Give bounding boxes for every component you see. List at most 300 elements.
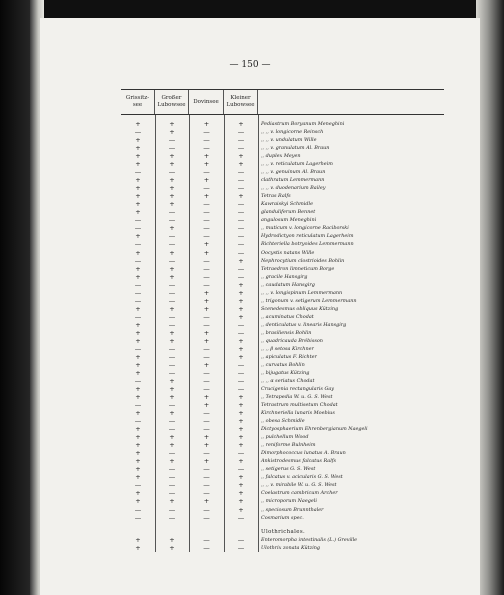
species-name: ,, denticulatus v. linearis Hansgirg <box>261 321 347 328</box>
table-row <box>121 232 444 240</box>
presence-mark-grosser-lubowsee: — <box>168 288 176 297</box>
table-row <box>121 136 444 144</box>
presence-mark-grosser-lubowsee: — <box>168 136 176 145</box>
table-row <box>121 240 444 248</box>
table-row <box>121 377 444 385</box>
presence-mark-kleiner-lubowsee: + <box>238 280 244 289</box>
presence-mark-dovinsee: — <box>203 128 210 137</box>
presence-mark-dovinsee: — <box>203 312 210 321</box>
presence-mark-grosser-lubowsee: + <box>169 264 175 273</box>
table-row <box>121 168 444 176</box>
column-header-species <box>258 90 444 114</box>
presence-mark-grosser-lubowsee: — <box>168 368 176 377</box>
presence-mark-grissitzsee: + <box>135 409 141 418</box>
presence-mark-grosser-lubowsee: — <box>168 312 176 321</box>
presence-mark-dovinsee: + <box>203 248 210 257</box>
presence-mark-grissitzsee: + <box>135 120 141 129</box>
presence-mark-grosser-lubowsee: — <box>168 344 176 353</box>
presence-mark-grissitzsee: — <box>134 240 142 249</box>
species-name: ,, ,, v. mirabile W. u. G. S. West <box>261 482 337 489</box>
presence-mark-grosser-lubowsee: — <box>168 216 176 225</box>
table-row <box>121 273 444 281</box>
species-name: Crucigenia rectangularis Gay <box>261 386 335 393</box>
table-row <box>121 337 444 345</box>
presence-mark-grissitzsee: + <box>135 160 141 169</box>
species-name: clathratum Lemmermann <box>261 177 325 184</box>
presence-mark-grosser-lubowsee: + <box>169 328 175 337</box>
presence-mark-kleiner-lubowsee: + <box>238 401 244 410</box>
presence-mark-grissitzsee: + <box>135 535 141 544</box>
presence-mark-dovinsee: — <box>203 208 210 217</box>
presence-mark-grosser-lubowsee: — <box>168 401 176 410</box>
presence-mark-grosser-lubowsee: — <box>168 208 176 217</box>
presence-mark-grissitzsee: — <box>134 280 142 289</box>
presence-mark-dovinsee: — <box>203 543 210 552</box>
presence-mark-grosser-lubowsee: — <box>168 417 176 426</box>
presence-mark-grissitzsee: — <box>134 128 142 137</box>
table-row <box>121 224 444 232</box>
species-name: Kawraiskyi Schmidle <box>261 201 313 208</box>
presence-mark-grosser-lubowsee: — <box>168 449 176 458</box>
presence-mark-dovinsee: — <box>203 256 210 265</box>
presence-mark-grissitzsee: + <box>135 543 141 552</box>
presence-mark-grissitzsee: + <box>135 433 141 442</box>
table-row <box>121 514 444 522</box>
presence-mark-grissitzsee: + <box>135 489 141 498</box>
presence-mark-grosser-lubowsee: + <box>169 377 175 386</box>
presence-mark-grissitzsee: + <box>135 393 141 402</box>
page-number: — 150 — <box>229 60 271 70</box>
presence-mark-grissitzsee: + <box>135 473 141 482</box>
table-row <box>121 257 444 265</box>
presence-mark-grosser-lubowsee: — <box>168 232 176 241</box>
species-name: ,, ,, v. duodenarium Bailey <box>261 185 326 192</box>
presence-mark-grissitzsee: + <box>135 200 141 209</box>
species-name: Pediastrum Boryanum Meneghini <box>261 121 345 128</box>
species-name: Ankistrodesmus falcatus Ralfs <box>261 458 337 465</box>
table-row <box>121 417 444 425</box>
column-rule <box>189 115 190 552</box>
species-name: ,, Tetrapedia W. u. G. S. West <box>261 394 333 401</box>
presence-mark-kleiner-lubowsee: + <box>238 120 244 129</box>
presence-mark-kleiner-lubowsee: + <box>238 344 244 353</box>
presence-mark-grosser-lubowsee: + <box>169 535 175 544</box>
presence-mark-dovinsee: — <box>203 505 210 514</box>
species-name: ,, ,, α seriatus Chodat <box>261 378 315 385</box>
table-row <box>121 329 444 337</box>
table-row <box>121 249 444 257</box>
presence-mark-kleiner-lubowsee: + <box>238 441 244 450</box>
presence-mark-grissitzsee: + <box>135 184 141 193</box>
species-name: ,, ,, v. undulatum Wille <box>261 137 317 144</box>
presence-mark-kleiner-lubowsee: — <box>237 543 245 552</box>
species-name: Cosmarium spec. <box>261 514 304 521</box>
presence-mark-kleiner-lubowsee: — <box>237 368 245 377</box>
presence-mark-grissitzsee: + <box>135 136 141 145</box>
presence-mark-dovinsee: + <box>203 360 210 369</box>
presence-mark-kleiner-lubowsee: + <box>238 393 244 402</box>
presence-mark-dovinsee: + <box>203 457 210 466</box>
presence-mark-grosser-lubowsee: — <box>168 513 176 522</box>
presence-mark-kleiner-lubowsee: — <box>237 168 245 177</box>
presence-mark-kleiner-lubowsee: — <box>237 208 245 217</box>
table-row <box>121 265 444 273</box>
presence-mark-kleiner-lubowsee: — <box>237 385 245 394</box>
table-row <box>121 441 444 449</box>
section-heading: Ulothrichales. <box>261 528 306 535</box>
presence-mark-grissitzsee: + <box>135 352 141 361</box>
presence-mark-dovinsee: — <box>203 385 210 394</box>
presence-mark-kleiner-lubowsee: — <box>237 176 245 185</box>
presence-mark-grosser-lubowsee: + <box>169 192 175 201</box>
presence-mark-grissitzsee: — <box>134 417 142 426</box>
presence-mark-grosser-lubowsee: + <box>169 152 175 161</box>
presence-mark-grissitzsee: + <box>135 457 141 466</box>
presence-mark-kleiner-lubowsee: — <box>237 128 245 137</box>
presence-mark-kleiner-lubowsee: + <box>238 409 244 418</box>
presence-mark-grissitzsee: — <box>134 401 142 410</box>
presence-mark-kleiner-lubowsee: — <box>237 144 245 153</box>
presence-mark-grissitzsee: — <box>134 296 142 305</box>
presence-mark-grissitzsee: + <box>135 385 141 394</box>
presence-mark-dovinsee: — <box>203 280 210 289</box>
species-name: Oocystis natans Wille <box>261 249 315 256</box>
presence-mark-grissitzsee: — <box>134 168 142 177</box>
presence-mark-grissitzsee: + <box>135 425 141 434</box>
presence-mark-grissitzsee: — <box>134 344 142 353</box>
presence-mark-grosser-lubowsee: — <box>168 505 176 514</box>
species-name: ,, duplex Meyen <box>261 153 301 160</box>
presence-mark-grosser-lubowsee: + <box>169 224 175 233</box>
presence-mark-kleiner-lubowsee: — <box>237 272 245 281</box>
species-name: ,, quadricauda Brébisson <box>261 337 323 344</box>
species-name: Dictyosphaerium Ehrenbergianum Naegeli <box>261 426 368 433</box>
species-name: Dimorphococcus lunatus A. Braun <box>261 450 346 457</box>
presence-mark-dovinsee: — <box>203 200 210 209</box>
presence-mark-dovinsee: — <box>203 368 210 377</box>
presence-mark-grissitzsee: + <box>135 497 141 506</box>
presence-mark-grosser-lubowsee: — <box>168 240 176 249</box>
presence-mark-grissitzsee: + <box>135 336 141 345</box>
presence-mark-kleiner-lubowsee: + <box>238 352 244 361</box>
presence-mark-grosser-lubowsee: — <box>168 465 176 474</box>
species-name: ,, gracile Hansgirg <box>261 273 308 280</box>
presence-mark-kleiner-lubowsee: — <box>237 224 245 233</box>
species-name: ,, muticum v. longicorne Raciborski <box>261 225 349 232</box>
presence-mark-kleiner-lubowsee: — <box>237 200 245 209</box>
presence-mark-kleiner-lubowsee: — <box>237 232 245 241</box>
presence-mark-grosser-lubowsee: — <box>168 481 176 490</box>
presence-mark-grissitzsee: + <box>135 368 141 377</box>
presence-mark-grissitzsee: — <box>134 481 142 490</box>
presence-mark-grosser-lubowsee: — <box>168 320 176 329</box>
presence-mark-kleiner-lubowsee: — <box>237 360 245 369</box>
presence-mark-kleiner-lubowsee: + <box>238 192 244 201</box>
presence-mark-kleiner-lubowsee: — <box>237 184 245 193</box>
presence-mark-kleiner-lubowsee: + <box>238 433 244 442</box>
column-header-grosser-lubowsee: Großer Lubowsee <box>155 90 189 114</box>
presence-mark-grissitzsee: — <box>134 505 142 514</box>
table-row <box>121 305 444 313</box>
presence-mark-grosser-lubowsee: + <box>169 272 175 281</box>
species-name: ,, ,, v. longispinum Lemmermann <box>261 289 343 296</box>
table-row <box>121 536 444 544</box>
table-row <box>121 465 444 473</box>
presence-mark-grissitzsee: — <box>134 216 142 225</box>
species-name: Enteromorpha intestinalis (L.) Greville <box>261 536 358 543</box>
species-name: ,, pulchellum Wood <box>261 434 309 441</box>
table-row <box>121 481 444 489</box>
presence-mark-dovinsee: + <box>203 441 210 450</box>
presence-mark-grosser-lubowsee: + <box>169 128 175 137</box>
presence-mark-grosser-lubowsee: + <box>169 409 175 418</box>
presence-mark-dovinsee: + <box>203 296 210 305</box>
species-name: ,, reniforme Bulnheim <box>261 442 316 449</box>
presence-mark-grosser-lubowsee: — <box>168 168 176 177</box>
table-row <box>121 369 444 377</box>
table-row <box>121 152 444 160</box>
presence-mark-dovinsee: — <box>203 513 210 522</box>
presence-mark-kleiner-lubowsee: + <box>238 473 244 482</box>
presence-mark-grosser-lubowsee: — <box>168 489 176 498</box>
table-row <box>121 200 444 208</box>
table-row <box>121 393 444 401</box>
presence-mark-dovinsee: — <box>203 409 210 418</box>
presence-mark-grosser-lubowsee: + <box>169 457 175 466</box>
presence-mark-grosser-lubowsee: + <box>169 184 175 193</box>
presence-mark-grissitzsee: + <box>135 304 141 313</box>
presence-mark-dovinsee: + <box>203 152 210 161</box>
presence-mark-grosser-lubowsee: — <box>168 360 176 369</box>
column-header-grissitzsee: Grissitz- see <box>121 90 155 114</box>
species-name: ,, curvatus Bohlin <box>261 361 305 368</box>
species-name: ,, speciosum Brunnthaler <box>261 506 324 513</box>
presence-mark-grosser-lubowsee: + <box>169 176 175 185</box>
species-name: Tetras Ralfs <box>261 193 291 200</box>
table-body <box>121 115 444 552</box>
table-row <box>121 401 444 409</box>
presence-mark-dovinsee: — <box>203 465 210 474</box>
presence-mark-dovinsee: — <box>203 344 210 353</box>
presence-mark-kleiner-lubowsee: — <box>237 449 245 458</box>
presence-mark-dovinsee: + <box>203 401 210 410</box>
presence-mark-dovinsee: + <box>203 288 210 297</box>
presence-mark-grosser-lubowsee: + <box>169 497 175 506</box>
presence-mark-dovinsee: — <box>203 417 210 426</box>
table-row <box>121 457 444 465</box>
table-row <box>121 433 444 441</box>
presence-mark-grosser-lubowsee: — <box>168 256 176 265</box>
table-row <box>121 321 444 329</box>
presence-mark-grissitzsee: + <box>135 176 141 185</box>
presence-mark-dovinsee: — <box>203 425 210 434</box>
presence-mark-kleiner-lubowsee: + <box>238 505 244 514</box>
presence-mark-dovinsee: — <box>203 216 210 225</box>
presence-mark-dovinsee: — <box>203 535 210 544</box>
presence-mark-grissitzsee: — <box>134 377 142 386</box>
presence-mark-grissitzsee: + <box>135 272 141 281</box>
presence-mark-grissitzsee: — <box>134 312 142 321</box>
presence-mark-kleiner-lubowsee: + <box>238 296 244 305</box>
presence-mark-kleiner-lubowsee: + <box>238 304 244 313</box>
presence-mark-grissitzsee: + <box>135 320 141 329</box>
table-row <box>121 120 444 128</box>
species-name: Coelastrum cambricum Archer <box>261 490 338 497</box>
presence-mark-dovinsee: — <box>203 168 210 177</box>
species-name: ,, microporum Naegeli <box>261 498 317 505</box>
presence-mark-kleiner-lubowsee: + <box>238 425 244 434</box>
presence-mark-grissitzsee: — <box>134 256 142 265</box>
presence-mark-grissitzsee: — <box>134 513 142 522</box>
presence-mark-kleiner-lubowsee: — <box>237 465 245 474</box>
presence-mark-grissitzsee: + <box>135 465 141 474</box>
presence-mark-grissitzsee: + <box>135 192 141 201</box>
presence-mark-dovinsee: — <box>203 272 210 281</box>
species-name: ,, trigonum v. setigerum Lemmermann <box>261 297 357 304</box>
presence-mark-dovinsee: — <box>203 481 210 490</box>
species-name: Ulothrix zonata Kützing <box>261 544 321 551</box>
presence-mark-dovinsee: + <box>203 433 210 442</box>
species-name: Tetraedron limneticum Borge <box>261 265 335 272</box>
presence-mark-kleiner-lubowsee: + <box>238 336 244 345</box>
presence-mark-dovinsee: — <box>203 449 210 458</box>
presence-mark-kleiner-lubowsee: — <box>237 535 245 544</box>
presence-mark-kleiner-lubowsee: — <box>237 240 245 249</box>
presence-mark-kleiner-lubowsee: + <box>238 288 244 297</box>
presence-mark-dovinsee: — <box>203 377 210 386</box>
table-row <box>121 313 444 321</box>
presence-mark-grosser-lubowsee: — <box>168 425 176 434</box>
presence-mark-grissitzsee: + <box>135 360 141 369</box>
table-row <box>121 497 444 505</box>
species-name: glanduliferum Bennet <box>261 209 316 216</box>
presence-mark-grosser-lubowsee: + <box>169 441 175 450</box>
table-header-row <box>121 89 444 115</box>
species-name: ,, apiculatus F. Richter <box>261 353 317 360</box>
presence-mark-grissitzsee: + <box>135 208 141 217</box>
presence-mark-dovinsee: + <box>203 304 210 313</box>
table-row <box>121 192 444 200</box>
presence-mark-kleiner-lubowsee: — <box>237 320 245 329</box>
presence-mark-kleiner-lubowsee: + <box>238 497 244 506</box>
presence-mark-kleiner-lubowsee: + <box>238 481 244 490</box>
presence-mark-grissitzsee: + <box>135 232 141 241</box>
presence-mark-grosser-lubowsee: + <box>169 385 175 394</box>
page-edge <box>476 0 504 595</box>
presence-mark-grissitzsee: + <box>135 449 141 458</box>
column-rule <box>258 115 259 552</box>
table-row <box>121 128 444 136</box>
presence-mark-dovinsee: + <box>203 336 210 345</box>
presence-mark-dovinsee: + <box>203 240 210 249</box>
species-name: Tetrastrum multisetum Chodat <box>261 402 338 409</box>
presence-mark-dovinsee: — <box>203 489 210 498</box>
species-name: ,, obesa Schmidle <box>261 418 305 425</box>
presence-mark-grosser-lubowsee: — <box>168 280 176 289</box>
species-name: Richteriella botryoides Lemmermann <box>261 241 354 248</box>
column-rule <box>224 115 225 552</box>
species-name: ,, brasiliensis Bohlin <box>261 329 312 336</box>
presence-mark-grissitzsee: — <box>134 224 142 233</box>
presence-mark-grosser-lubowsee: — <box>168 352 176 361</box>
table-row <box>121 473 444 481</box>
table-row <box>121 289 444 297</box>
presence-mark-kleiner-lubowsee: + <box>238 160 244 169</box>
presence-mark-kleiner-lubowsee: + <box>238 489 244 498</box>
species-name: Nephrocytium clostrioides Bohlin <box>261 257 345 264</box>
presence-mark-dovinsee: + <box>203 497 210 506</box>
table-row <box>121 208 444 216</box>
presence-mark-kleiner-lubowsee: + <box>238 417 244 426</box>
presence-mark-dovinsee: — <box>203 264 210 273</box>
species-name: ,, ,, v. genuinum Al. Braun <box>261 169 326 176</box>
book-binding <box>0 0 34 595</box>
presence-mark-dovinsee: + <box>203 120 210 129</box>
species-name: Hydrodictyon reticulatum Lagerheim <box>261 233 354 240</box>
presence-mark-dovinsee: + <box>203 160 210 169</box>
species-name: ,, ,, v. longicorne Reinsch <box>261 129 324 136</box>
presence-mark-kleiner-lubowsee: — <box>237 264 245 273</box>
presence-mark-grosser-lubowsee: + <box>169 393 175 402</box>
table-row <box>121 449 444 457</box>
table-row <box>121 176 444 184</box>
table-row <box>121 409 444 417</box>
table-row <box>121 489 444 497</box>
table-row <box>121 345 444 353</box>
presence-mark-kleiner-lubowsee: — <box>237 248 245 257</box>
presence-mark-dovinsee: — <box>203 320 210 329</box>
table-row <box>121 544 444 552</box>
species-name: ,, ,, v. reticulatum Lagerheim <box>261 161 333 168</box>
species-name: ,, ,, v. granulatum Al. Braun <box>261 145 330 152</box>
species-name: ,, bijugatus Kützing <box>261 369 310 376</box>
presence-mark-grosser-lubowsee: + <box>169 120 175 129</box>
presence-mark-grissitzsee: + <box>135 152 141 161</box>
presence-mark-dovinsee: — <box>203 224 210 233</box>
species-name: ,, caudatum Hansgirg <box>261 281 315 288</box>
presence-mark-grissitzsee: + <box>135 441 141 450</box>
presence-mark-grosser-lubowsee: + <box>169 543 175 552</box>
species-name: Kirchneriella lunaris Moebius <box>261 410 335 417</box>
species-name: ,, ,, β setosa Kirchner <box>261 345 314 352</box>
presence-mark-grosser-lubowsee: + <box>169 200 175 209</box>
column-header-dovinsee: Dovinsee <box>189 90 224 114</box>
column-rule <box>155 115 156 552</box>
presence-mark-kleiner-lubowsee: — <box>237 377 245 386</box>
table-row <box>121 281 444 289</box>
presence-mark-grosser-lubowsee: + <box>169 433 175 442</box>
presence-mark-kleiner-lubowsee: — <box>237 328 245 337</box>
table-row <box>121 425 444 433</box>
presence-mark-grissitzsee: + <box>135 144 141 153</box>
presence-mark-kleiner-lubowsee: — <box>237 136 245 145</box>
presence-mark-grosser-lubowsee: — <box>168 296 176 305</box>
presence-mark-kleiner-lubowsee: + <box>238 457 244 466</box>
species-name: angulosum Meneghini <box>261 217 317 224</box>
presence-mark-grosser-lubowsee: — <box>168 473 176 482</box>
table-row <box>121 361 444 369</box>
presence-mark-grissitzsee: + <box>135 248 141 257</box>
table-row <box>121 506 444 514</box>
table-row <box>121 160 444 168</box>
species-name: Scenedesmus obliquus Kützing <box>261 305 339 312</box>
table-row <box>121 385 444 393</box>
presence-mark-dovinsee: — <box>203 232 210 241</box>
presence-mark-kleiner-lubowsee: — <box>237 513 245 522</box>
presence-mark-dovinsee: + <box>203 192 210 201</box>
table-row <box>121 144 444 152</box>
presence-mark-kleiner-lubowsee: — <box>237 216 245 225</box>
